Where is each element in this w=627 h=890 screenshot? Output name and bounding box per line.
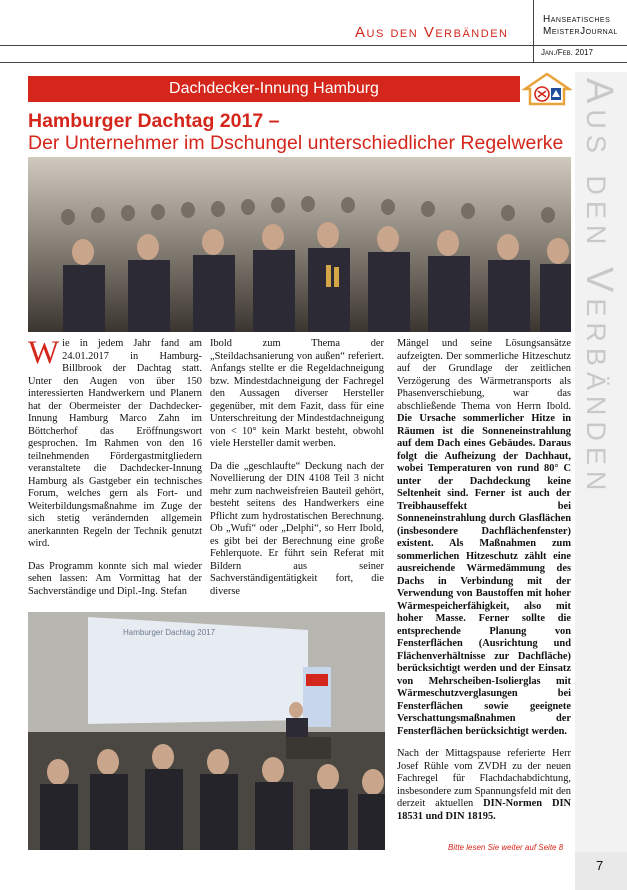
journal-name: [543, 14, 618, 38]
presentation-photo-art: [28, 612, 385, 850]
c2-paragraph-1: Ibold zum Thema der „Steildachsanierung von außen“ referiert. Anfangs stellte er die Regeldachneigung bzw. Mindestdachneigung der Fachregel den Aussagen diverser Hersteller gegenüber, mit dem Fazit, dass für eine Unterschreitung der Mindestdachneigung von < 10° kein Markt besteht, obwohl viele Hersteller damit werben.: [210, 338, 384, 449]
innung-banner: Dachdecker-Innung Hamburg: [28, 76, 520, 102]
innung-logo: [522, 72, 572, 106]
journal-line1: Hanseatisches: [543, 14, 611, 25]
page-number: 7: [596, 858, 604, 873]
header-rule-bottom: [0, 62, 627, 63]
audience-photo: [28, 157, 571, 332]
section-title: Aus den Verbänden: [355, 24, 509, 41]
c2-paragraph-2: Da die „geschlaufte“ Deckung nach der Novellierung der DIN 4108 Teil 3 nicht mehr zum nachweisfreien Bauteil gehört, besteht seitens des Handwerkers eine Pflicht zum hydrostatischen Berechnung. Ob „Wufi“ oder „Delphi“, so Herr Ibold, es gibt bei der Berechnung eine große Fehlerquote. Er führt sein Referat mit Bildern aus seiner Sachverständigentätigkeit fort, die diverse: [210, 460, 384, 597]
presentation-photo: [28, 612, 385, 850]
c3-paragraph-2b: DIN-Normen DIN 18531 und DIN 18195.: [397, 798, 571, 822]
issue-label: Jan./Feb. 2017: [541, 48, 593, 57]
c3-paragraph-1a: Mängel und seine Lösungsansätze aufzeigten. Der sommerliche Hitzeschutz auf der Grundlage der zeitlichen Verzögerung des Wärmetransports als Phasenverschiebung, war das abschließende Thema von Herrn Ibold.: [397, 338, 571, 412]
header-separator: [533, 0, 534, 62]
sidebar-section-label: Aus den Verbänden: [578, 78, 620, 497]
c1-paragraph-1: ie in jedem Jahr fand am 24.01.2017 in Hamburg-Billbrook der Dachtag statt. Unter den Augen von über 150 interessierten Handwerkern und Planern hat der Obermeister der Dachdecker-Innung Hamburg Marco Zahn im Böttcherhof das Eröffnungswort gesprochen. Im Rahmen von den 16 teilnehmenden Fördergastmitgliedern veranstaltete die Dachdecker-Innung Hamburg als Gastgeber ein technisches Forum, welches gern als Fort- und Weiterbildungsmaßnahme im Zuge der sich stetig verändernden allgemein anerkannten Regeln der Technik genutzt wird.: [28, 338, 202, 549]
column-3: [397, 338, 571, 833]
column-2: [210, 338, 384, 608]
column-1: [28, 335, 202, 608]
journal-line2: MeisterJournal: [543, 26, 618, 37]
headline-line2: Der Unternehmer im Dschungel unterschiedlicher Regelwerke: [28, 132, 564, 154]
c3-paragraph-1b: Die Ursache sommerlicher Hitze in Räumen ist die Sonneneinstrahlung auf dem Dach eines Gebäudes. Daraus folgt die Aufheizung der Dachhaut, wobei Temperaturen von rund 80° C unter der Dachdeckung keine Seltenheit sind. Ferner ist auch der Treibhauseffekt bei Sonneneinstrahlung durch Glasflächen (insbesondere Dachflächenfenster) existent. Als Maßnahmen zum sommerlichen Hitzeschutz zählt eine ausreichende Wärmedämmung des Dachs in Verbindung mit der Verwendung von Baustoffen mit hoher Wärmespeicherfähigkeit, also mit hoher Masse. Ferner sollte die entsprechende Planung von Fensterflächen (Ausrichtung und Flächenverhältnisse zur Dachfläche) berücksichtigt werden und der Einsatz von Mehrscheiben-Isolierglas mit Wärmeschutzverglasungen bei Fensterflächen sowie geeignete Verschattungsmaßnahmen der Fensterflächen berücksichtigt werden.: [397, 413, 571, 737]
headline-line1: Hamburger Dachtag 2017 –: [28, 110, 280, 132]
c1-paragraph-2: Das Programm konnte sich mal wieder sehen lassen: Am Vormittag hat der Sachverständige und Dipl.-Ing. Stefan: [28, 560, 202, 597]
article-headline: [28, 110, 573, 154]
c3-paragraph-2a: Nach der Mittagspause referierte Herr Josef Rühle vom ZVDH zu der neuen Fachregel für Flachdachabdichtung, insbesondere zum Spannungsfeld mit den derzeit aktuellen: [397, 748, 571, 809]
drop-cap: W: [28, 335, 60, 371]
slide-title: Hamburger Dachtag 2017: [123, 628, 216, 637]
continue-note: Bitte lesen Sie weiter auf Seite 8: [448, 843, 564, 852]
